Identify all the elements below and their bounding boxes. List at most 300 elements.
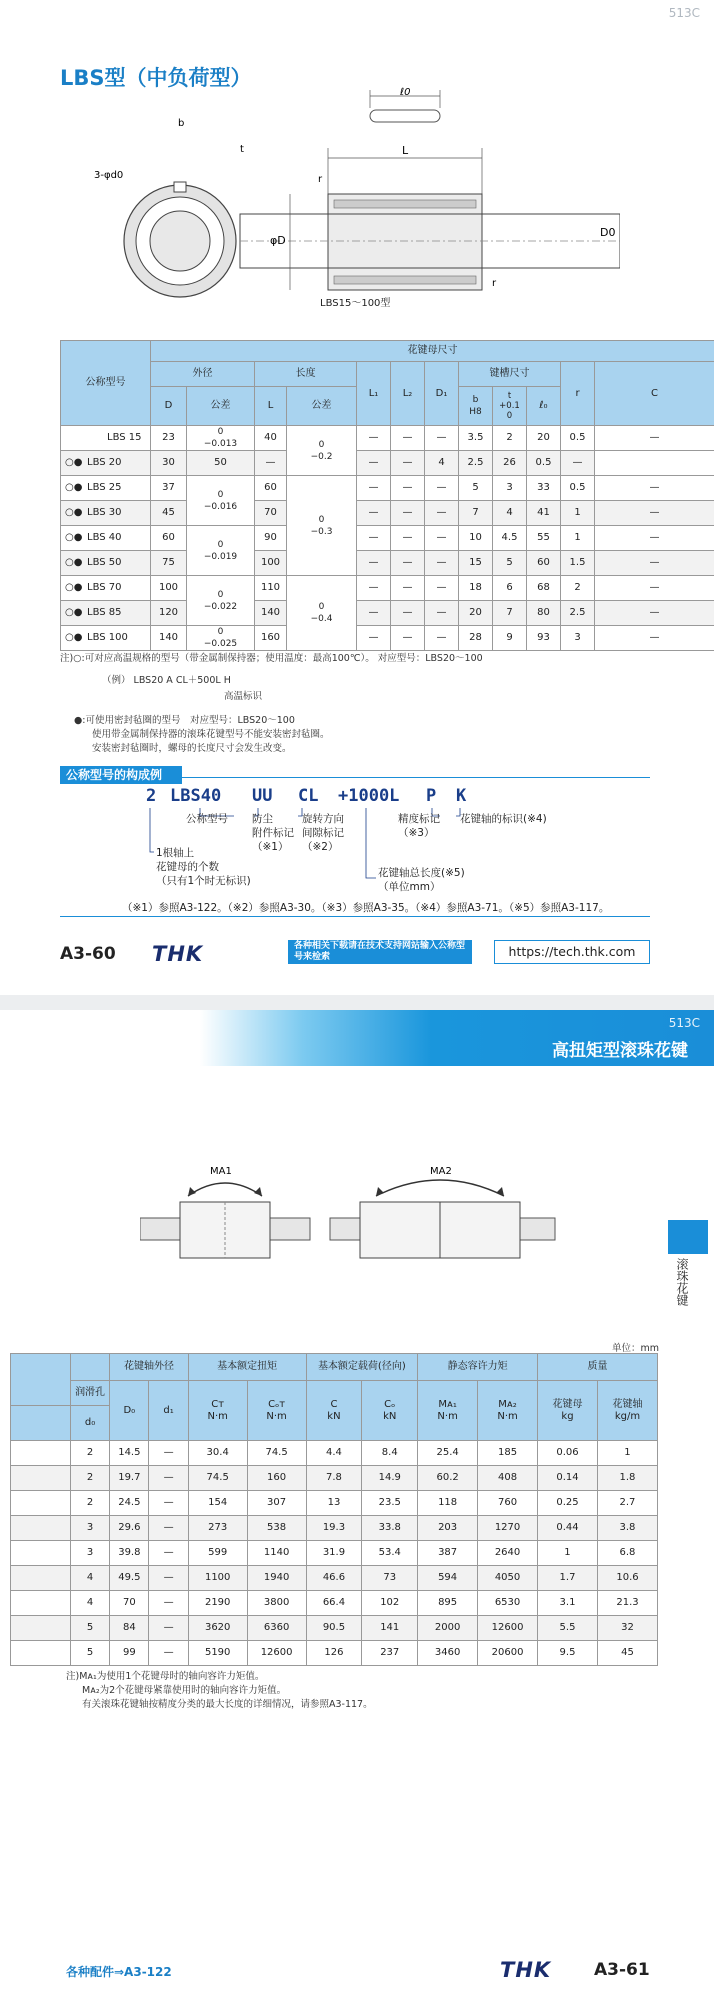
model-marks: ○● bbox=[65, 582, 83, 593]
cell: 49.5 bbox=[110, 1566, 149, 1591]
cell-b: 28 bbox=[459, 626, 493, 651]
cell-L2: — bbox=[391, 576, 425, 601]
cell-t: 9 bbox=[493, 626, 527, 651]
label-ma2: MA2 bbox=[430, 1166, 452, 1177]
cell: 895 bbox=[418, 1591, 478, 1616]
thk-logo: THK bbox=[500, 1958, 552, 1982]
cell: 1.8 bbox=[597, 1466, 657, 1491]
dimension-drawing bbox=[80, 86, 620, 306]
code-rot: CL bbox=[298, 786, 319, 806]
model-name: LBS 30 bbox=[87, 507, 122, 518]
hdr-mass-nut: 花键母 kg bbox=[538, 1381, 598, 1441]
hdr-C0: Cₒ kN bbox=[362, 1381, 418, 1441]
cell-r: 0.5 bbox=[561, 426, 595, 451]
cell: 6530 bbox=[478, 1591, 538, 1616]
table-row bbox=[11, 1641, 658, 1666]
cell-D: 75 bbox=[151, 551, 187, 576]
cell: 3.8 bbox=[597, 1516, 657, 1541]
side-tab-label: 滚珠花键 bbox=[675, 1258, 689, 1306]
cell-b: 10 bbox=[459, 526, 493, 551]
cell-D1: — bbox=[425, 501, 459, 526]
hdr-lube-hole: 润滑孔 bbox=[70, 1381, 109, 1406]
cell-L2: — bbox=[391, 426, 425, 451]
model-name: LBS 20 bbox=[87, 457, 122, 468]
hdr-MA1: Mᴀ₁ N·m bbox=[418, 1381, 478, 1441]
model-marks: ○● bbox=[65, 507, 83, 518]
hdr-torque: 基本额定扭矩 bbox=[188, 1354, 306, 1381]
label-shaft: 花键轴的标识(※4) bbox=[460, 813, 547, 825]
cell: 1.7 bbox=[538, 1566, 598, 1591]
dim-D0-label: D0 bbox=[600, 226, 616, 239]
cell-t: 6 bbox=[493, 576, 527, 601]
table-row bbox=[11, 1516, 658, 1541]
download-banner: 各种相关下载请在技术支持网站输入公称型号来检索 bbox=[288, 940, 472, 964]
cell-L: 60 bbox=[255, 476, 287, 501]
hdr-C0T: Cₒᴛ N·m bbox=[247, 1381, 306, 1441]
cell: 3460 bbox=[418, 1641, 478, 1666]
cell-D1: — bbox=[425, 476, 459, 501]
cell: 3 bbox=[70, 1516, 109, 1541]
cell-r: 0.5 bbox=[527, 451, 561, 476]
dim-r1-label: r bbox=[318, 174, 323, 185]
cell: 13 bbox=[306, 1491, 362, 1516]
cell: 1 bbox=[538, 1541, 598, 1566]
hdr-model: 公称型号 bbox=[61, 341, 151, 426]
cell-L1: — bbox=[357, 601, 391, 626]
model-marks: ○● bbox=[65, 632, 83, 643]
cell: 53.4 bbox=[362, 1541, 418, 1566]
hdr-D: D bbox=[151, 387, 187, 426]
table-row bbox=[61, 476, 714, 501]
label-length: 花键轴总长度(※5) （单位mm） bbox=[378, 867, 465, 893]
table-row bbox=[61, 576, 714, 601]
cell: 538 bbox=[247, 1516, 306, 1541]
cell: 2 bbox=[70, 1466, 109, 1491]
cell: 237 bbox=[362, 1641, 418, 1666]
cell-C: — bbox=[595, 601, 714, 626]
cell-L2: — bbox=[357, 451, 391, 476]
hdr-L1: L₁ bbox=[357, 362, 391, 426]
cell: 19.3 bbox=[306, 1516, 362, 1541]
cell-L: 110 bbox=[255, 576, 287, 601]
cell-D: 120 bbox=[151, 601, 187, 626]
hdr-d0: d₀ bbox=[70, 1406, 109, 1441]
cell-L-tol: 0 −0.2 bbox=[287, 426, 357, 476]
note-example: （例） LBS20 A CL＋500L H bbox=[102, 675, 231, 686]
cell-t: 3 bbox=[493, 476, 527, 501]
cell-r: 1.5 bbox=[561, 551, 595, 576]
hdr-group: 花键母尺寸 bbox=[151, 341, 714, 362]
cell: 2000 bbox=[418, 1616, 478, 1641]
cell: 29.6 bbox=[110, 1516, 149, 1541]
hdr-moment: 静态容许力矩 bbox=[418, 1354, 538, 1381]
cell-r: 2.5 bbox=[561, 601, 595, 626]
cell: 307 bbox=[247, 1491, 306, 1516]
model-name: LBS 50 bbox=[87, 557, 122, 568]
model-marks: ○● bbox=[65, 532, 83, 543]
cell: 5 bbox=[70, 1616, 109, 1641]
cell-D1: — bbox=[425, 626, 459, 651]
cell: 185 bbox=[478, 1441, 538, 1466]
cell: 2640 bbox=[478, 1541, 538, 1566]
table-row bbox=[11, 1591, 658, 1616]
drawing-caption: LBS15～100型 bbox=[320, 298, 391, 309]
cell-D: 37 bbox=[151, 476, 187, 501]
hdr-mass: 质量 bbox=[538, 1354, 658, 1381]
hdr-MA2: Mᴀ₂ N·m bbox=[478, 1381, 538, 1441]
cell: — bbox=[149, 1466, 188, 1491]
page-corner-code: 513C bbox=[668, 1016, 700, 1030]
table-row bbox=[11, 1541, 658, 1566]
model-name: LBS 100 bbox=[87, 632, 128, 643]
cell-L: 140 bbox=[255, 601, 287, 626]
cell: 118 bbox=[418, 1491, 478, 1516]
table-row bbox=[61, 601, 714, 626]
cell-t: 7 bbox=[493, 601, 527, 626]
cell: — bbox=[149, 1541, 188, 1566]
cell: 99 bbox=[110, 1641, 149, 1666]
hdr-l0: ℓ₀ bbox=[527, 387, 561, 426]
support-url-link[interactable]: https://tech.thk.com bbox=[494, 940, 650, 964]
cell-blank bbox=[11, 1641, 71, 1666]
note-ma1: 注)Mᴀ₁为使用1个花键母时的轴向容许力矩值。 bbox=[66, 1671, 265, 1682]
cell-C: — bbox=[595, 551, 714, 576]
cell: 3620 bbox=[188, 1616, 247, 1641]
cell: — bbox=[149, 1516, 188, 1541]
cell-blank bbox=[11, 1491, 71, 1516]
cell: 46.6 bbox=[306, 1566, 362, 1591]
table-row bbox=[61, 451, 714, 476]
cell-b: 5 bbox=[459, 476, 493, 501]
hdr-d1: d₁ bbox=[149, 1381, 188, 1441]
cell-C: — bbox=[595, 526, 714, 551]
hdr-keyway: 键槽尺寸 bbox=[459, 362, 561, 387]
hdr-spline-dia: 花键轴外径 bbox=[110, 1354, 189, 1381]
code-shaft: K bbox=[456, 786, 467, 806]
cell-C: — bbox=[595, 576, 714, 601]
cell-L1: — bbox=[357, 501, 391, 526]
cell: 5 bbox=[70, 1641, 109, 1666]
cell-D1: — bbox=[425, 576, 459, 601]
cell-blank bbox=[11, 1616, 71, 1641]
page-gap bbox=[0, 995, 714, 1010]
cell: 74.5 bbox=[247, 1441, 306, 1466]
model-name: LBS 15 bbox=[107, 432, 142, 443]
cell: 1 bbox=[597, 1441, 657, 1466]
cell-r: 3 bbox=[561, 626, 595, 651]
cell: 4.4 bbox=[306, 1441, 362, 1466]
cell: 7.8 bbox=[306, 1466, 362, 1491]
cell: 3 bbox=[70, 1541, 109, 1566]
hdr-outer-dia: 外径 bbox=[151, 362, 255, 387]
page-corner-code: 513C bbox=[668, 6, 700, 20]
cell-r: 2 bbox=[561, 576, 595, 601]
torque-spec-table bbox=[10, 1353, 658, 1666]
cell-l0: 60 bbox=[527, 551, 561, 576]
hdr-L-tol: 公差 bbox=[287, 387, 357, 426]
cell: 14.9 bbox=[362, 1466, 418, 1491]
hdr-length: 长度 bbox=[255, 362, 357, 387]
table-row bbox=[11, 1616, 658, 1641]
cell-model bbox=[61, 551, 151, 576]
cell-b: 7 bbox=[459, 501, 493, 526]
model-marks: ○● bbox=[65, 457, 83, 468]
cell: 84 bbox=[110, 1616, 149, 1641]
label-model: 公称型号 bbox=[186, 813, 228, 825]
table-row bbox=[61, 501, 714, 526]
cell: 760 bbox=[478, 1491, 538, 1516]
dim-b-label: b bbox=[178, 118, 185, 129]
cell-r: 0.5 bbox=[561, 476, 595, 501]
cell-D: 100 bbox=[151, 576, 187, 601]
cell: 12600 bbox=[247, 1641, 306, 1666]
cell: 6.8 bbox=[597, 1541, 657, 1566]
cell-L: 70 bbox=[255, 501, 287, 526]
cell: 102 bbox=[362, 1591, 418, 1616]
cell: 4050 bbox=[478, 1566, 538, 1591]
hdr-D1: D₁ bbox=[425, 362, 459, 426]
cell: 45 bbox=[597, 1641, 657, 1666]
model-marks: ○● bbox=[65, 607, 83, 618]
cell: 141 bbox=[362, 1616, 418, 1641]
cell-L-tol: 0 −0.4 bbox=[287, 576, 357, 651]
lbs-spec-table bbox=[60, 340, 714, 651]
cell: 1100 bbox=[188, 1566, 247, 1591]
cell-L: 40 bbox=[255, 426, 287, 451]
cell: 31.9 bbox=[306, 1541, 362, 1566]
accessories-link[interactable]: 各种配件⇒A3-122 bbox=[66, 1965, 172, 1979]
cell: 74.5 bbox=[188, 1466, 247, 1491]
hdr-Lcol: L bbox=[255, 387, 287, 426]
model-marks: ○● bbox=[65, 557, 83, 568]
cell-b: 18 bbox=[459, 576, 493, 601]
cell-l0: 80 bbox=[527, 601, 561, 626]
cell: 273 bbox=[188, 1516, 247, 1541]
cell: 0.44 bbox=[538, 1516, 598, 1541]
cell-D-tol: 0 −0.013 bbox=[187, 426, 255, 451]
label-prec: 精度标记 （※3） bbox=[398, 813, 440, 839]
cell: 3800 bbox=[247, 1591, 306, 1616]
table-row bbox=[11, 1566, 658, 1591]
side-view-nut bbox=[240, 194, 620, 290]
note-ma2: Mᴀ₂为2个花键母紧靠使用时的轴向容许力矩值。 bbox=[82, 1685, 287, 1696]
cell-D: 30 bbox=[151, 451, 187, 476]
cell-D1: — bbox=[425, 426, 459, 451]
model-marks: ○● bbox=[65, 482, 83, 493]
cell: 126 bbox=[306, 1641, 362, 1666]
table-row bbox=[11, 1466, 658, 1491]
cell-D-tol: 0 −0.019 bbox=[187, 526, 255, 576]
hdr-mass-shaft: 花键轴 kg/m bbox=[597, 1381, 657, 1441]
cell-model bbox=[61, 576, 151, 601]
cell-blank bbox=[11, 1441, 71, 1466]
cell-l0: 41 bbox=[527, 501, 561, 526]
cell-t: 4 bbox=[493, 501, 527, 526]
cell-L1: — bbox=[357, 426, 391, 451]
dim-D-label: φD bbox=[270, 234, 286, 247]
cell-b: 20 bbox=[459, 601, 493, 626]
hdr-CT: Cᴛ N·m bbox=[188, 1381, 247, 1441]
cell: 387 bbox=[418, 1541, 478, 1566]
cell: 32 bbox=[597, 1616, 657, 1641]
cell-D: 23 bbox=[151, 426, 187, 451]
cell: 203 bbox=[418, 1516, 478, 1541]
cell: 3.1 bbox=[538, 1591, 598, 1616]
cell-C: — bbox=[595, 626, 714, 651]
hdr-load: 基本额定载荷(径向) bbox=[306, 1354, 418, 1381]
cell-model bbox=[61, 601, 151, 626]
cell-t: 5 bbox=[493, 551, 527, 576]
cell: 0.25 bbox=[538, 1491, 598, 1516]
catalog-page-right bbox=[0, 1010, 714, 2007]
example-heading: 公称型号的构成例 bbox=[60, 766, 182, 784]
cell-L: 160 bbox=[255, 626, 287, 651]
cell: 24.5 bbox=[110, 1491, 149, 1516]
cell-l0: 33 bbox=[527, 476, 561, 501]
note-high-temp: 注)○:可对应高温规格的型号（带金属制保持器；使用温度：最高100℃）。 对应型号：LBS20～100 bbox=[60, 653, 483, 664]
cell: 2 bbox=[70, 1491, 109, 1516]
end-view-circle bbox=[124, 182, 236, 297]
cell-L1: — bbox=[357, 476, 391, 501]
cell: 2190 bbox=[188, 1591, 247, 1616]
side-tab-marker bbox=[668, 1220, 708, 1254]
cell-L2: — bbox=[391, 551, 425, 576]
table-row bbox=[61, 626, 714, 651]
cell: 6360 bbox=[247, 1616, 306, 1641]
cell: 5190 bbox=[188, 1641, 247, 1666]
cell-D: 45 bbox=[151, 501, 187, 526]
cell-D1: — bbox=[425, 601, 459, 626]
cell-D: 140 bbox=[151, 626, 187, 651]
note-seal-b: 使用带金属制保持器的滚珠花键型号不能安装密封毡圈。 bbox=[92, 729, 330, 740]
cell-model bbox=[61, 501, 151, 526]
cell: 66.4 bbox=[306, 1591, 362, 1616]
page-number: A3-61 bbox=[594, 1960, 650, 1980]
table-row bbox=[11, 1441, 658, 1466]
hdr-C: C kN bbox=[306, 1381, 362, 1441]
cell: 2 bbox=[70, 1441, 109, 1466]
cell: — bbox=[149, 1566, 188, 1591]
cell-model bbox=[61, 476, 151, 501]
page-title: LBS型（中负荷型） bbox=[60, 66, 252, 90]
example-references: （※1）参照A3-122。（※2）参照A3-30。（※3）参照A3-35。（※4）参照A3-71。（※5）参照A3-117。 bbox=[122, 902, 610, 914]
moment-figures bbox=[140, 1160, 560, 1270]
hdr-blank bbox=[11, 1354, 71, 1406]
code-dust: UU bbox=[252, 786, 273, 806]
hdr-t: t +0.1 0 bbox=[493, 387, 527, 426]
dim-L-label: L bbox=[402, 144, 409, 157]
cell-C: — bbox=[561, 451, 595, 476]
cell-D1: — bbox=[391, 451, 425, 476]
cell: 1140 bbox=[247, 1541, 306, 1566]
figure-single-nut bbox=[140, 1183, 310, 1258]
cell-model bbox=[61, 426, 151, 451]
cell: 19.7 bbox=[110, 1466, 149, 1491]
note-high-temp-label: 高温标识 bbox=[224, 691, 263, 702]
cell-blank bbox=[11, 1591, 71, 1616]
cell-L1: — bbox=[255, 451, 287, 476]
cell: — bbox=[149, 1441, 188, 1466]
hdr-r: r bbox=[561, 362, 595, 426]
cell: 33.8 bbox=[362, 1516, 418, 1541]
table-row bbox=[61, 526, 714, 551]
cell-blank bbox=[11, 1541, 71, 1566]
cell: — bbox=[149, 1616, 188, 1641]
page-number: A3-60 bbox=[60, 944, 116, 964]
cell: 21.3 bbox=[597, 1591, 657, 1616]
cell: 9.5 bbox=[538, 1641, 598, 1666]
cell-L-tol: 0 −0.3 bbox=[287, 476, 357, 576]
dim-t-label: t bbox=[240, 144, 244, 155]
cell-L2: — bbox=[391, 601, 425, 626]
cell-blank bbox=[11, 1516, 71, 1541]
cell: 4 bbox=[70, 1591, 109, 1616]
cell: 60.2 bbox=[418, 1466, 478, 1491]
cell-L2: — bbox=[391, 626, 425, 651]
cell-l0: 93 bbox=[527, 626, 561, 651]
cell-L1: — bbox=[357, 626, 391, 651]
cell: 10.6 bbox=[597, 1566, 657, 1591]
cell: 0.06 bbox=[538, 1441, 598, 1466]
example-bottom-rule bbox=[60, 916, 650, 917]
note-max-length: 有关滚珠花键轴按精度分类的最大长度的详细情况，请参照A3-117。 bbox=[82, 1699, 373, 1710]
cell: 73 bbox=[362, 1566, 418, 1591]
hdr-b: b H8 bbox=[459, 387, 493, 426]
table-row bbox=[11, 1491, 658, 1516]
code-count: 2 bbox=[146, 786, 157, 806]
model-name: LBS 40 bbox=[87, 532, 122, 543]
cell-t: 2.5 bbox=[459, 451, 493, 476]
cell-D: 60 bbox=[151, 526, 187, 551]
model-name: LBS 70 bbox=[87, 582, 122, 593]
cell-r: 1 bbox=[561, 526, 595, 551]
cell: 0.14 bbox=[538, 1466, 598, 1491]
cell: 1940 bbox=[247, 1566, 306, 1591]
cell: — bbox=[149, 1641, 188, 1666]
cell-D1: — bbox=[425, 551, 459, 576]
cell: 30.4 bbox=[188, 1441, 247, 1466]
cell-l0: 68 bbox=[527, 576, 561, 601]
cell: 25.4 bbox=[418, 1441, 478, 1466]
cell-blank bbox=[11, 1566, 71, 1591]
cell: 2.7 bbox=[597, 1491, 657, 1516]
cell: 8.4 bbox=[362, 1441, 418, 1466]
unit-label: 单位：mm bbox=[612, 1343, 660, 1354]
cell-t: 4.5 bbox=[493, 526, 527, 551]
cell: 594 bbox=[418, 1566, 478, 1591]
figure-double-nut bbox=[330, 1180, 555, 1258]
code-length: +1000L bbox=[338, 786, 400, 806]
cell: 5.5 bbox=[538, 1616, 598, 1641]
cell-D-tol: 0 −0.022 bbox=[187, 576, 255, 626]
cell-b: 4 bbox=[425, 451, 459, 476]
cell-blank bbox=[11, 1466, 71, 1491]
cell-L: 90 bbox=[255, 526, 287, 551]
cell-D1: — bbox=[425, 526, 459, 551]
hdr-C: C bbox=[595, 362, 714, 426]
cell: 90.5 bbox=[306, 1616, 362, 1641]
cell-L2: — bbox=[391, 526, 425, 551]
thk-logo: THK bbox=[152, 942, 204, 966]
cell: 154 bbox=[188, 1491, 247, 1516]
dim-r2-label: r bbox=[492, 278, 497, 289]
cell: 20600 bbox=[478, 1641, 538, 1666]
code-prec: P bbox=[426, 786, 437, 806]
table-row bbox=[61, 426, 714, 451]
model-name: LBS 25 bbox=[87, 482, 122, 493]
cell: 39.8 bbox=[110, 1541, 149, 1566]
cell-l0: 55 bbox=[527, 526, 561, 551]
